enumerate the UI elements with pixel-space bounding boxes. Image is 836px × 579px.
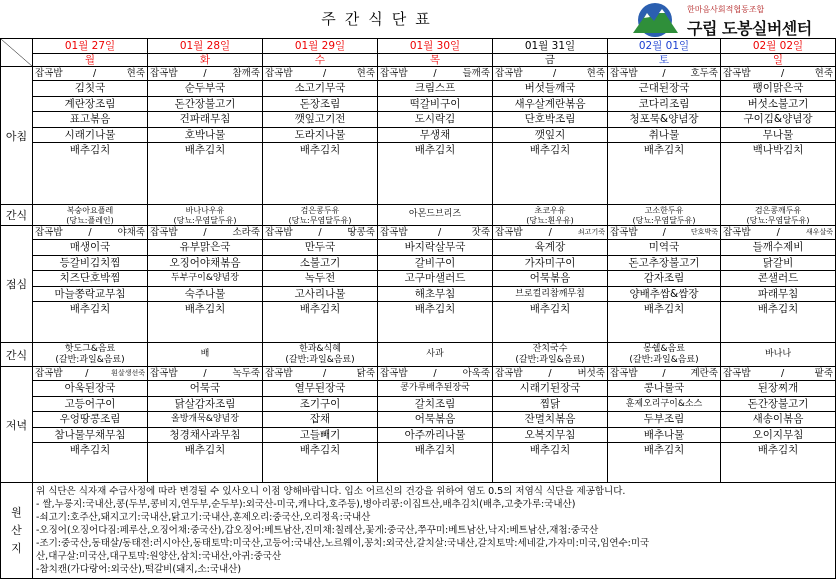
dinner-menu-cell bbox=[493, 367, 608, 483]
dinner-row bbox=[1, 367, 836, 483]
porridge-label: 들깨죽 bbox=[462, 68, 490, 79]
dish-item: 백나박김치 bbox=[752, 144, 804, 157]
breakfast-menu-cell bbox=[608, 67, 721, 205]
porridge-label: 현죽 bbox=[126, 68, 145, 79]
dish-item: 배추김치 bbox=[643, 444, 685, 457]
dish-item: 도라지나물 bbox=[263, 128, 377, 144]
dish-item: 해초무침 bbox=[378, 287, 492, 303]
dish-item: 녹두전 bbox=[263, 271, 377, 287]
snack-item: 사과 bbox=[426, 349, 444, 359]
origin-label bbox=[1, 483, 33, 579]
rice-label: 잡곡밥 bbox=[150, 227, 178, 238]
dish-item: 고구마샐러드 bbox=[378, 271, 492, 287]
rice-label: 잡곡밥 bbox=[723, 68, 751, 79]
breakfast-label: 아침 bbox=[1, 67, 33, 205]
porridge-label: 녹두죽 bbox=[232, 368, 260, 379]
dish-item: 근대된장국 bbox=[608, 81, 720, 97]
dish-item: 배추김치 bbox=[529, 444, 571, 457]
snack-item: 검은콩두유 bbox=[300, 206, 340, 215]
lunch-menu-cell bbox=[263, 226, 378, 343]
dish-item: 호박나물 bbox=[148, 128, 262, 144]
slash-divider: / bbox=[203, 227, 207, 238]
dish-item: 구이김&양념장 bbox=[721, 112, 835, 128]
breakfast-menu-cell bbox=[493, 67, 608, 205]
dish-item: 육계장 bbox=[493, 240, 607, 256]
dish-item: 배추김치 bbox=[69, 303, 111, 316]
weekday-row bbox=[1, 54, 836, 67]
slash-divider: / bbox=[433, 368, 437, 379]
dish-item: 바지락살무국 bbox=[378, 240, 492, 256]
dinner-menu-cell bbox=[148, 367, 263, 483]
dish-item: 배추김치 bbox=[69, 444, 111, 457]
porridge-label: 버섯죽 bbox=[577, 368, 605, 379]
date-row bbox=[1, 39, 836, 54]
porridge-label: 야채죽 bbox=[117, 227, 145, 238]
dish-item: 어묵볶음 bbox=[378, 412, 492, 428]
weekly-menu-table bbox=[0, 38, 836, 579]
rice-porridge-header bbox=[33, 226, 147, 240]
slash-divider: / bbox=[88, 227, 92, 238]
rice-porridge-header bbox=[721, 67, 835, 81]
rice-label: 잡곡밥 bbox=[380, 368, 408, 379]
dish-item: 콘샐러드 bbox=[721, 271, 835, 287]
dish-item: 코다리조림 bbox=[608, 97, 720, 113]
snack-item: 몽쉘&음료 bbox=[643, 344, 685, 354]
porridge-label: 현죽 bbox=[356, 68, 375, 79]
dish-item: 건파래무침 bbox=[148, 112, 262, 128]
notice-text: 위 식단은 식자재 수급사정에 따라 변경될 수 있사오니 이점 양해바랍니다. 입소 어르신의 건강을 위하여 염도 0.5의 저염식 식단을 제공합니다. bbox=[36, 486, 626, 497]
dish-item: 깻잎고기전 bbox=[263, 112, 377, 128]
dish-item: 오징어야채볶음 bbox=[148, 256, 262, 272]
snack-item: 핫도그&음료 bbox=[64, 344, 116, 354]
rice-label: 잡곡밥 bbox=[610, 227, 638, 238]
dish-item: 감자조림 bbox=[608, 271, 720, 287]
dish-item: 오복지무침 bbox=[493, 428, 607, 444]
dish-item: 어묵볶음 bbox=[493, 271, 607, 287]
dish-item: 두부조림 bbox=[608, 412, 720, 428]
snack2-cell bbox=[493, 343, 608, 367]
rice-label: 잡곡밥 bbox=[495, 368, 523, 379]
weekday-cell: 토 bbox=[608, 54, 721, 67]
weekday-cell: 일 bbox=[721, 54, 836, 67]
porridge-label: 잣죽 bbox=[471, 227, 490, 238]
porridge-label: 현죽 bbox=[814, 68, 833, 79]
dish-item: 시래기나물 bbox=[33, 128, 147, 144]
snack1-cell bbox=[721, 205, 836, 226]
lunch-menu-cell bbox=[493, 226, 608, 343]
breakfast-row bbox=[1, 67, 836, 205]
snack1-row bbox=[1, 205, 836, 226]
diabetic-substitute: (당뇨:무염달두유) bbox=[288, 216, 352, 225]
dish-item: 표고볶음 bbox=[33, 112, 147, 128]
snack2-cell bbox=[148, 343, 263, 367]
dish-item: 배추김치 bbox=[414, 444, 456, 457]
dish-item: 찜닭 bbox=[493, 397, 607, 413]
dish-item: 새우살계란볶음 bbox=[493, 97, 607, 113]
mountain-logo-icon bbox=[627, 1, 683, 38]
dish-item: 배추김치 bbox=[299, 144, 341, 157]
rice-porridge-header bbox=[378, 67, 492, 81]
dish-item: 돈고추장불고기 bbox=[608, 256, 720, 272]
breakfast-menu-cell bbox=[263, 67, 378, 205]
snack2-label: 간식 bbox=[1, 343, 33, 367]
snack2-cell bbox=[263, 343, 378, 367]
snack2-row bbox=[1, 343, 836, 367]
origin-line: -조기:중국산,동태살/동태전:러시아산,동태토막:미국산,고등어:국내산,노르웨이,꽁치:외국산,갈치살:국내산,갈치토막:세네갈,가자미:미국,임연수:미국 bbox=[36, 538, 650, 549]
dish-item: 숙주나물 bbox=[148, 287, 262, 303]
lunch-label: 점심 bbox=[1, 226, 33, 343]
lunch-menu-cell bbox=[33, 226, 148, 343]
dish-item: 두부구이&양념장 bbox=[148, 271, 262, 287]
origin-row bbox=[1, 483, 836, 579]
dish-item: 매생이국 bbox=[33, 240, 147, 256]
dish-item: 배추김치 bbox=[69, 144, 111, 157]
rice-label: 잡곡밥 bbox=[723, 368, 751, 379]
weekday-cell: 목 bbox=[378, 54, 493, 67]
dish-item: 닭갈비 bbox=[721, 256, 835, 272]
dish-item: 돈간장불고기 bbox=[721, 397, 835, 413]
rice-porridge-header bbox=[608, 67, 720, 81]
rice-label: 잡곡밥 bbox=[610, 368, 638, 379]
center-logo bbox=[627, 1, 832, 38]
dish-item: 시래기된장국 bbox=[493, 381, 607, 397]
dish-item: 아주까리나물 bbox=[378, 428, 492, 444]
diabetic-substitute: (갈반:과일&음료) bbox=[629, 355, 699, 365]
dish-item: 아욱된장국 bbox=[33, 381, 147, 397]
snack1-cell bbox=[493, 205, 608, 226]
dish-item: 갈치조림 bbox=[378, 397, 492, 413]
dish-item: 버섯소불고기 bbox=[721, 97, 835, 113]
snack2-cell bbox=[608, 343, 721, 367]
dish-item: 배추김치 bbox=[184, 144, 226, 157]
dish-item: 돈간장불고기 bbox=[148, 97, 262, 113]
dish-item: 청포묵&양념장 bbox=[608, 112, 720, 128]
diabetic-substitute: (당뇨:흰우유) bbox=[526, 216, 574, 225]
header-corner bbox=[1, 39, 33, 67]
dish-item: 미역국 bbox=[608, 240, 720, 256]
diabetic-substitute: (갈반:과일&음료) bbox=[285, 355, 355, 365]
origin-line: -쇠고기:호주산,돼지고기:국내산,닭고기:국내산,훈제오리:중국산,오리정육:국내산 bbox=[36, 512, 371, 523]
rice-porridge-header bbox=[608, 226, 720, 240]
snack2-cell bbox=[721, 343, 836, 367]
dish-item: 배추김치 bbox=[643, 303, 685, 316]
slash-divider: / bbox=[433, 68, 437, 79]
rice-label: 잡곡밥 bbox=[495, 68, 523, 79]
rice-label: 잡곡밥 bbox=[150, 68, 178, 79]
slash-divider: / bbox=[322, 68, 327, 79]
breakfast-menu-cell bbox=[33, 67, 148, 205]
snack-item: 복숭아요플레 bbox=[66, 206, 114, 215]
logo-subtitle: 한마음사회적협동조합 bbox=[687, 5, 765, 14]
snack2-cell bbox=[33, 343, 148, 367]
snack1-cell bbox=[148, 205, 263, 226]
rice-label: 잡곡밥 bbox=[35, 368, 63, 379]
date-cell: 01월 29일 bbox=[263, 39, 378, 54]
rice-label: 잡곡밥 bbox=[380, 68, 408, 79]
dish-item: 단호박조림 bbox=[493, 112, 607, 128]
rice-label: 잡곡밥 bbox=[723, 227, 751, 238]
rice-label: 잡곡밥 bbox=[265, 227, 293, 238]
dish-item: 마늘쫑락교무침 bbox=[33, 287, 147, 303]
slash-divider: / bbox=[322, 368, 327, 379]
dish-item: 콩나물국 bbox=[608, 381, 720, 397]
dish-item: 계란장조림 bbox=[33, 97, 147, 113]
dish-item: 조기구이 bbox=[263, 397, 377, 413]
rice-porridge-header bbox=[721, 226, 835, 240]
dish-item: 배추김치 bbox=[529, 303, 571, 316]
dinner-menu-cell bbox=[608, 367, 721, 483]
porridge-label: 아욱죽 bbox=[462, 368, 490, 379]
dinner-menu-cell bbox=[378, 367, 493, 483]
rice-porridge-header bbox=[263, 67, 377, 81]
origin-char: 산 bbox=[11, 523, 22, 537]
porridge-label: 쇠고기죽 bbox=[577, 228, 605, 236]
dish-item: 버섯들깨국 bbox=[493, 81, 607, 97]
breakfast-menu-cell bbox=[721, 67, 836, 205]
logo-title: 구립 도봉실버센터 bbox=[687, 19, 812, 38]
rice-label: 잡곡밥 bbox=[35, 227, 63, 238]
rice-porridge-header bbox=[148, 367, 262, 381]
slash-divider: / bbox=[318, 227, 322, 238]
rice-label: 잡곡밥 bbox=[610, 68, 638, 79]
origin-line: - 쌀,누룽지:국내산,콩(두부,콩비지,연두부,순두부):외국산-미국,캐나다,호주등),병아리콩:이집트산,배추김치(배추,고춧가루:국내산) bbox=[36, 499, 576, 510]
snack-item: 한과&식혜 bbox=[299, 344, 341, 354]
snack1-cell bbox=[263, 205, 378, 226]
origin-line: -오징어(오징어다짐:페루산,오징어채:중국산),갑오징어:베트남산,진미채:칠레산,꽃게:중국산,쭈꾸미:베트남산,낙지:베트남산,재첩:중국산 bbox=[36, 525, 599, 536]
lunch-menu-cell bbox=[378, 226, 493, 343]
date-cell: 01월 28일 bbox=[148, 39, 263, 54]
rice-porridge-header bbox=[148, 226, 262, 240]
lunch-menu-cell bbox=[608, 226, 721, 343]
snack-item: 배 bbox=[200, 349, 210, 359]
page-title: 주간식단표 bbox=[321, 10, 439, 28]
origin-line: -참치캔(가다랑어:외국산),떡갈비(돼지,소:국내산) bbox=[36, 564, 242, 575]
snack-item: 검은콩깨두유 bbox=[754, 206, 802, 215]
weekday-cell: 금 bbox=[493, 54, 608, 67]
dish-item: 참나물무채무침 bbox=[33, 428, 147, 444]
dish-item: 들깨수제비 bbox=[721, 240, 835, 256]
dish-item: 배추김치 bbox=[184, 303, 226, 316]
slash-divider: / bbox=[662, 368, 666, 379]
porridge-label: 소라죽 bbox=[232, 227, 260, 238]
slash-divider: / bbox=[437, 227, 442, 238]
dish-item: 배추김치 bbox=[643, 144, 685, 157]
porridge-label: 닭죽 bbox=[356, 368, 375, 379]
dish-item: 콩가루배추된장국 bbox=[378, 381, 492, 397]
porridge-label: 흰살생선죽 bbox=[111, 369, 145, 377]
date-cell: 01월 31일 bbox=[493, 39, 608, 54]
dish-item: 고등어구이 bbox=[33, 397, 147, 413]
dish-item: 오이지무침 bbox=[721, 428, 835, 444]
snack1-label: 간식 bbox=[1, 205, 33, 226]
rice-porridge-header bbox=[148, 67, 262, 81]
dinner-menu-cell bbox=[721, 367, 836, 483]
slash-divider: / bbox=[552, 68, 557, 79]
rice-label: 잡곡밥 bbox=[265, 368, 293, 379]
rice-label: 잡곡밥 bbox=[380, 227, 408, 238]
dish-item: 잡채 bbox=[263, 412, 377, 428]
snack-item: 잔치국수 bbox=[532, 344, 568, 354]
dish-item: 가자미구이 bbox=[493, 256, 607, 272]
dish-item: 팽이맑은국 bbox=[721, 81, 835, 97]
dish-item: 도시락김 bbox=[378, 112, 492, 128]
dish-item: 올방개묵&양념장 bbox=[148, 412, 262, 428]
weekday-cell: 수 bbox=[263, 54, 378, 67]
dish-item: 치즈단호박찜 bbox=[33, 271, 147, 287]
rice-porridge-header bbox=[493, 367, 607, 381]
rice-porridge-header bbox=[378, 367, 492, 381]
snack2-cell bbox=[378, 343, 493, 367]
porridge-label: 현죽 bbox=[586, 68, 605, 79]
dish-item: 갈비구이 bbox=[378, 256, 492, 272]
porridge-label: 새우살죽 bbox=[805, 228, 833, 236]
dish-item: 닭살감자조림 bbox=[148, 397, 262, 413]
dish-item: 새송이볶음 bbox=[721, 412, 835, 428]
dish-item: 고들빼기 bbox=[263, 428, 377, 444]
rice-porridge-header bbox=[378, 226, 492, 240]
dish-item: 취나물 bbox=[608, 128, 720, 144]
dish-item: 배추김치 bbox=[757, 303, 799, 316]
breakfast-menu-cell bbox=[148, 67, 263, 205]
origin-notes bbox=[33, 483, 836, 579]
slash-divider: / bbox=[203, 68, 207, 79]
rice-porridge-header bbox=[493, 226, 607, 240]
dinner-menu-cell bbox=[263, 367, 378, 483]
rice-porridge-header bbox=[263, 226, 377, 240]
origin-char: 지 bbox=[11, 541, 22, 555]
dish-item: 잔멸치볶음 bbox=[493, 412, 607, 428]
rice-porridge-header bbox=[263, 367, 377, 381]
dish-item: 배추김치 bbox=[299, 303, 341, 316]
dish-item: 크림스프 bbox=[378, 81, 492, 97]
lunch-menu-cell bbox=[148, 226, 263, 343]
porridge-label: 팥죽 bbox=[814, 368, 833, 379]
slash-divider: / bbox=[548, 227, 552, 238]
diabetic-substitute: (당뇨:무염달두유) bbox=[632, 216, 696, 225]
dish-item: 훈제오리구이&소스 bbox=[608, 397, 720, 413]
dish-item: 어묵국 bbox=[148, 381, 262, 397]
dish-item: 만두국 bbox=[263, 240, 377, 256]
dish-item: 양배추쌈&쌈장 bbox=[608, 287, 720, 303]
diabetic-substitute: (당뇨:플레인) bbox=[66, 216, 114, 225]
rice-porridge-header bbox=[721, 367, 835, 381]
snack-item: 바나나우유 bbox=[185, 206, 225, 215]
weekday-cell: 월 bbox=[33, 54, 148, 67]
weekday-cell: 화 bbox=[148, 54, 263, 67]
diabetic-substitute: (당뇨:무염달두유) bbox=[746, 216, 810, 225]
lunch-row bbox=[1, 226, 836, 343]
dish-item: 우엉땅콩조림 bbox=[33, 412, 147, 428]
diabetic-substitute: (당뇨:무염달두유) bbox=[173, 216, 237, 225]
dish-item: 깻잎지 bbox=[493, 128, 607, 144]
slash-divider: / bbox=[92, 68, 97, 79]
date-cell: 01월 30일 bbox=[378, 39, 493, 54]
dish-item: 무나물 bbox=[721, 128, 835, 144]
dish-item: 소고기무국 bbox=[263, 81, 377, 97]
snack1-cell bbox=[33, 205, 148, 226]
dish-item: 열무된장국 bbox=[263, 381, 377, 397]
dish-item: 된장찌개 bbox=[721, 381, 835, 397]
snack-item: 바나나 bbox=[764, 349, 792, 359]
rice-porridge-header bbox=[608, 367, 720, 381]
slash-divider: / bbox=[203, 368, 207, 379]
dish-item: 배추김치 bbox=[184, 444, 226, 457]
dinner-label: 저녁 bbox=[1, 367, 33, 483]
dish-item: 배추나물 bbox=[608, 428, 720, 444]
dish-item: 김칫국 bbox=[33, 81, 147, 97]
dish-item: 배추김치 bbox=[414, 303, 456, 316]
rice-label: 잡곡밥 bbox=[150, 368, 178, 379]
date-cell: 02월 02일 bbox=[721, 39, 836, 54]
dish-item: 배추김치 bbox=[529, 144, 571, 157]
breakfast-menu-cell bbox=[378, 67, 493, 205]
lunch-menu-cell bbox=[721, 226, 836, 343]
rice-porridge-header bbox=[33, 67, 147, 81]
diabetic-substitute: (갈반:과일&음료) bbox=[515, 355, 585, 365]
porridge-label: 계란죽 bbox=[690, 368, 718, 379]
snack-item: 초코우유 bbox=[534, 206, 566, 215]
snack1-cell bbox=[608, 205, 721, 226]
porridge-label: 땅콩죽 bbox=[347, 227, 375, 238]
porridge-label: 단호박죽 bbox=[690, 228, 718, 236]
porridge-label: 참깨죽 bbox=[232, 68, 260, 79]
slash-divider: / bbox=[780, 368, 785, 379]
porridge-label: 호두죽 bbox=[690, 68, 718, 79]
snack1-cell bbox=[378, 205, 493, 226]
dish-item: 고사리나물 bbox=[263, 287, 377, 303]
dinner-menu-cell bbox=[33, 367, 148, 483]
date-cell: 01월 27일 bbox=[33, 39, 148, 54]
rice-label: 잡곡밥 bbox=[495, 227, 523, 238]
rice-label: 잡곡밥 bbox=[265, 68, 293, 79]
dish-item: 배추김치 bbox=[299, 444, 341, 457]
slash-divider: / bbox=[780, 68, 785, 79]
slash-divider: / bbox=[85, 368, 89, 379]
origin-char: 원 bbox=[11, 505, 22, 519]
dish-item: 배추김치 bbox=[414, 144, 456, 157]
slash-divider: / bbox=[548, 368, 552, 379]
slash-divider: / bbox=[662, 68, 666, 79]
dish-item: 떡갈비구이 bbox=[378, 97, 492, 113]
dish-item: 유부맑은국 bbox=[148, 240, 262, 256]
slash-divider: / bbox=[776, 227, 780, 238]
dish-item: 소불고기 bbox=[263, 256, 377, 272]
snack-item: 고소한두유 bbox=[644, 206, 684, 215]
slash-divider: / bbox=[662, 227, 666, 238]
dish-item: 무생채 bbox=[378, 128, 492, 144]
dish-item: 순두부국 bbox=[148, 81, 262, 97]
rice-porridge-header bbox=[493, 67, 607, 81]
dish-item: 돈장조림 bbox=[263, 97, 377, 113]
dish-item: 청경채사과무침 bbox=[148, 428, 262, 444]
origin-line: 산,대구살:미국산,대구토막:원양산,삼치:국내산,아귀:중국산 bbox=[36, 551, 282, 562]
date-cell: 02월 01일 bbox=[608, 39, 721, 54]
dish-item: 파래무침 bbox=[721, 287, 835, 303]
rice-porridge-header bbox=[33, 367, 147, 381]
dish-item: 브로컬리참깨무침 bbox=[493, 287, 607, 303]
dish-item: 등갈비김치찜 bbox=[33, 256, 147, 272]
snack-item: 아몬드브리즈 bbox=[408, 209, 462, 219]
diabetic-substitute: (갈반:과일&음료) bbox=[55, 355, 125, 365]
rice-label: 잡곡밥 bbox=[35, 68, 63, 79]
dish-item: 배추김치 bbox=[757, 444, 799, 457]
